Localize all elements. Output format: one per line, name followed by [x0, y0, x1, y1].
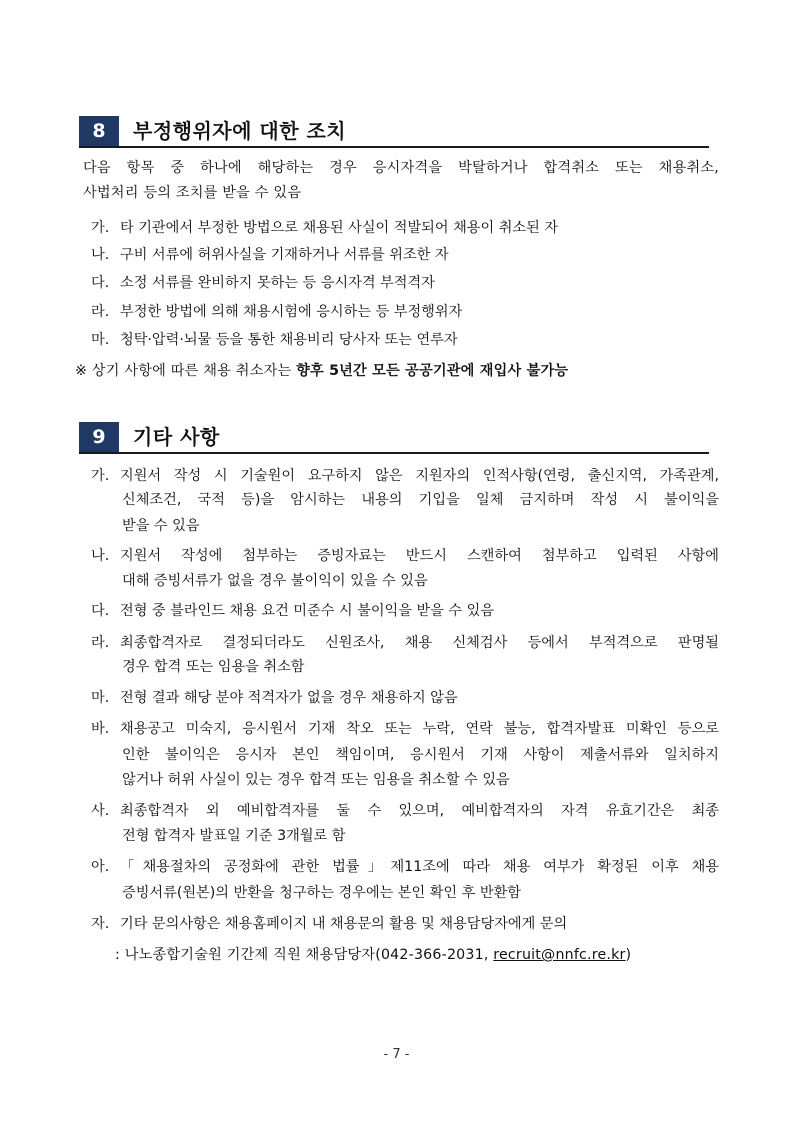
section-8-note: [75, 361, 568, 381]
item-continuation: 받을 수 있음: [122, 518, 200, 534]
page-number: - 7 -: [383, 1047, 410, 1062]
note-bold: 향후 5년간 모든 공공기관에 재입사 불가능: [296, 363, 569, 379]
item-marker: 바.: [91, 721, 110, 737]
item-text: 채용공고 미숙지, 응시원서 기재 착오 또는 누락, 연락 불능, 합격자발표 미확인 등으로: [120, 721, 719, 737]
note-prefix: ※ 상기 사항에 따른 채용 취소자는: [75, 363, 297, 379]
item-text: 청탁·압력·뇌물 등을 통한 채용비리 당사자 또는 연루자: [120, 332, 458, 348]
item-text: 구비 서류에 허위사실을 기재하거나 서류를 위조한 자: [120, 247, 449, 263]
item-text: 기타 문의사항은 채용홈페이지 내 채용문의 활용 및 채용담당자에게 문의: [120, 916, 568, 932]
section-9-title: 기타 사항: [133, 425, 220, 449]
item-continuation: 전형 합격자 발표일 기준 3개월로 함: [122, 828, 346, 844]
item-marker: 사.: [91, 803, 110, 819]
item-marker: 아.: [91, 859, 110, 875]
item-text: 부정한 방법에 의해 채용시험에 응시하는 등 부정행위자: [120, 304, 463, 320]
item-marker: 나.: [91, 548, 110, 564]
item-text: 지원서 작성에 첨부하는 증빙자료는 반드시 스캔하여 첨부하고 입력된 사항에: [120, 548, 719, 564]
item-text: 「채용절차의 공정화에 관한 법률」제11조에 따라 채용 여부가 확정된 이후 채용: [120, 859, 719, 875]
item-continuation: 경우 합격 또는 임용을 취소함: [122, 659, 305, 675]
contact-prefix: : 나노종합기술원 기간제 직원 채용담당자(042-366-2031,: [115, 947, 494, 963]
item-continuation: 증빙서류(원본)의 반환을 청구하는 경우에는 본인 확인 후 반환함: [122, 885, 521, 901]
section-8-intro-line-2: 사법처리 등의 조치를 받을 수 있음: [83, 185, 302, 201]
item-text: 전형 중 블라인드 채용 요건 미준수 시 불이익을 받을 수 있음: [120, 603, 495, 619]
item-text: 소정 서류를 완비하지 못하는 등 응시자격 부적격자: [120, 275, 435, 291]
item-text: 지원서 작성 시 기술원이 요구하지 않은 지원자의 인적사항(연령, 출신지역, 가족관계,: [120, 468, 719, 484]
item-text: 최종합격자로 결정되더라도 신원조사, 채용 신체검사 등에서 부적격으로 판명될: [120, 635, 719, 651]
item-continuation: 대해 증빙서류가 없을 경우 불이익이 있을 수 있음: [122, 573, 428, 589]
contact-suffix: ): [625, 947, 632, 963]
item-marker: 다.: [91, 275, 110, 291]
contact-email-link[interactable]: recruit@nnfc.re.kr: [493, 947, 626, 963]
item-marker: 가.: [91, 468, 110, 484]
section-8-number: 8: [79, 116, 119, 146]
section-9-header: [79, 422, 709, 454]
item-marker: 가.: [91, 220, 110, 236]
item-marker: 마.: [91, 690, 110, 706]
item-text: 전형 결과 해당 분야 적격자가 없을 경우 채용하지 않음: [120, 690, 458, 706]
item-continuation: 신체조건, 국적 등)을 암시하는 내용의 기입을 일체 금지하며 작성 시 불이익을: [122, 492, 719, 508]
contact-line: [115, 945, 631, 965]
section-8-title: 부정행위자에 대한 조치: [133, 119, 347, 143]
item-marker: 마.: [91, 332, 110, 348]
item-marker: 나.: [91, 247, 110, 263]
section-9-number: 9: [79, 422, 119, 452]
item-continuation: 인한 불이익은 응시자 본인 책임이며, 응시원서 기재 사항이 제출서류와 일치하지: [122, 747, 719, 763]
item-continuation: 않거나 허위 사실이 있는 경우 합격 또는 임용을 취소할 수 있음: [122, 772, 510, 788]
item-marker: 라.: [91, 635, 110, 651]
item-marker: 다.: [91, 603, 110, 619]
item-marker: 자.: [91, 916, 110, 932]
item-text: 타 기관에서 부정한 방법으로 채용된 사실이 적발되어 채용이 취소된 자: [120, 220, 559, 236]
item-marker: 라.: [91, 304, 110, 320]
item-text: 최종합격자 외 예비합격자를 둘 수 있으며, 예비합격자의 자격 유효기간은 최종: [120, 803, 719, 819]
section-8-intro-line-1: 다음 항목 중 하나에 해당하는 경우 응시자격을 박탈하거나 합격취소 또는 채용취소,: [83, 160, 719, 176]
section-8-header: [79, 116, 709, 148]
